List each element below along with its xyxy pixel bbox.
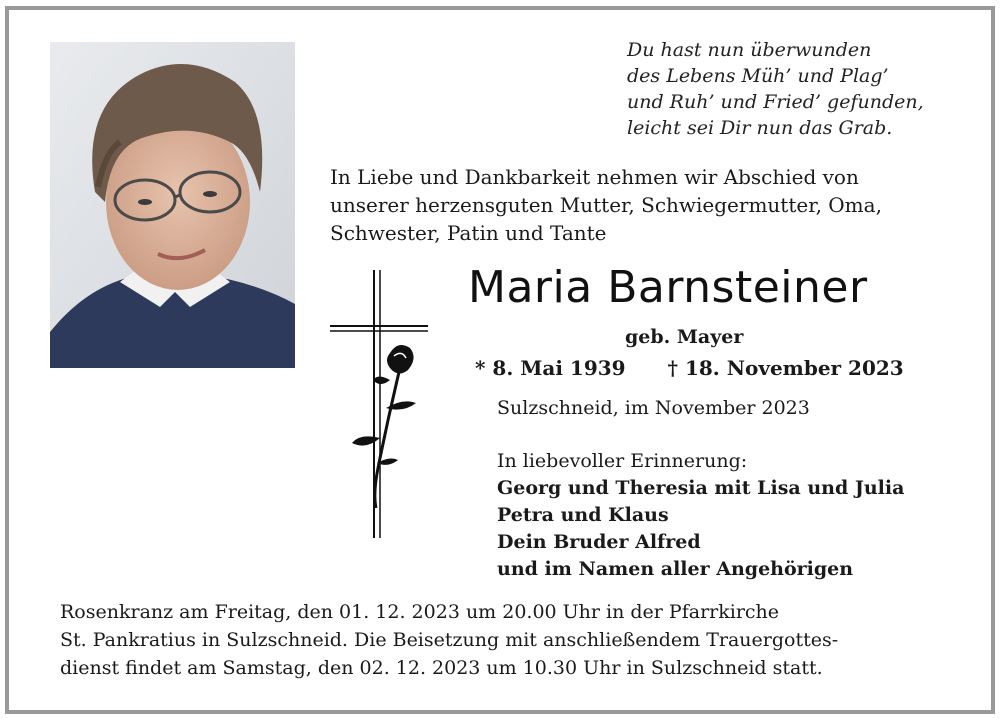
mourners-block	[497, 448, 904, 583]
intro-line: unserer herzensguten Mutter, Schwiegermutter, Oma,	[330, 193, 882, 217]
verse-line: und Ruh’ und Fried’ gefunden,	[627, 91, 924, 113]
birth-date: * 8. Mai 1939	[475, 356, 626, 380]
service-details	[60, 598, 838, 682]
life-dates	[475, 356, 904, 380]
intro-line: In Liebe und Dankbarkeit nehmen wir Abschied von	[330, 165, 859, 189]
footer-line: St. Pankratius in Sulzschneid. Die Beisetzung mit anschließendem Trauergottes-	[60, 629, 839, 651]
mourner-line: Dein Bruder Alfred	[497, 531, 701, 553]
portrait-photo	[50, 42, 295, 368]
verse-line: leicht sei Dir nun das Grab.	[627, 117, 893, 139]
intro-line: Schwester, Patin und Tante	[330, 221, 607, 245]
deceased-name: Maria Barnsteiner	[468, 262, 868, 313]
place-date: Sulzschneid, im November 2023	[497, 397, 810, 419]
footer-line: Rosenkranz am Freitag, den 01. 12. 2023 um 20.00 Uhr in der Pfarrkirche	[60, 601, 780, 623]
mourner-line: Petra und Klaus	[497, 504, 669, 526]
death-date: † 18. November 2023	[667, 356, 904, 380]
intro-text	[330, 163, 882, 247]
mourners-heading: In liebevoller Erinnerung:	[497, 450, 748, 472]
mourner-line: Georg und Theresia mit Lisa und Julia	[497, 477, 905, 499]
cross-with-rose-icon	[328, 268, 438, 547]
maiden-name: geb. Mayer	[625, 326, 744, 348]
verse-line: des Lebens Müh’ und Plag’	[627, 65, 889, 87]
footer-line: dienst findet am Samstag, den 02. 12. 2023 um 10.30 Uhr in Sulzschneid statt.	[60, 657, 823, 679]
verse	[627, 37, 924, 141]
mourner-line: und im Namen aller Angehörigen	[497, 558, 854, 580]
verse-line: Du hast nun überwunden	[627, 39, 872, 61]
